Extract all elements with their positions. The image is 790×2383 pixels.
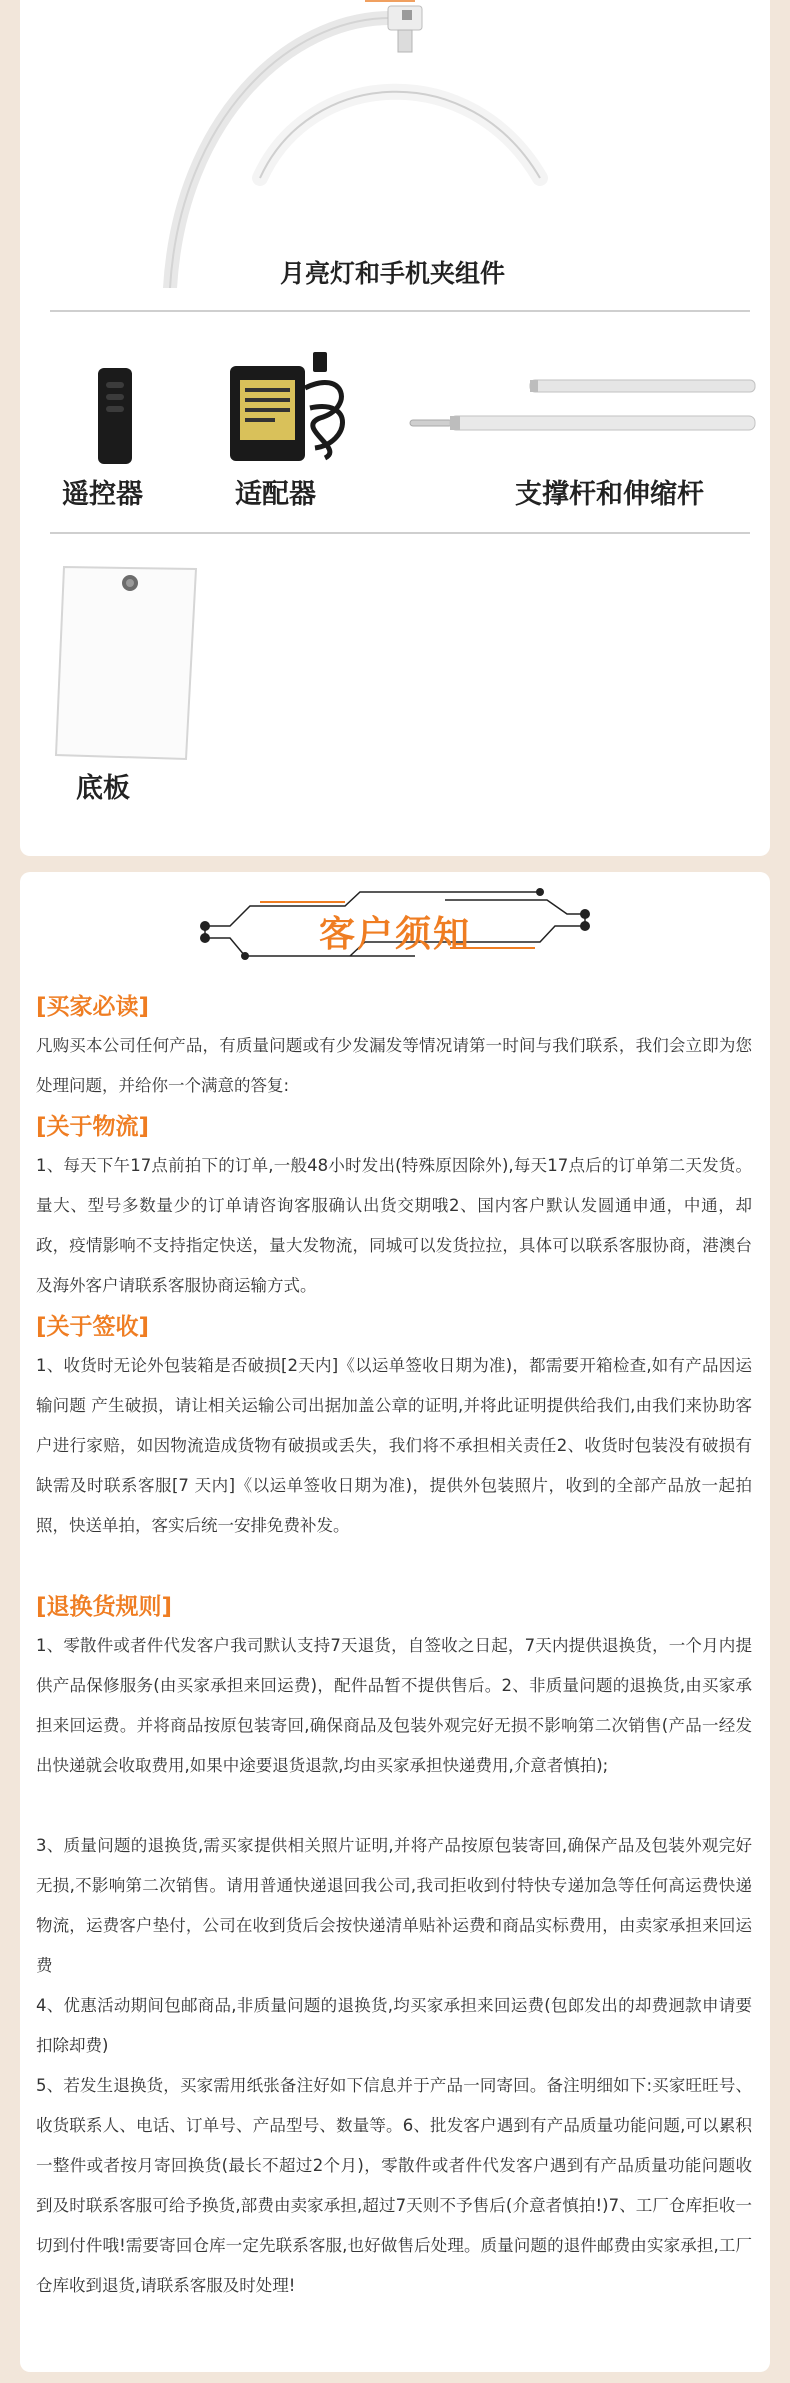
power-adapter-image <box>225 348 365 468</box>
base-label: 底板 <box>76 773 130 804</box>
moon-lamp-image <box>140 0 620 288</box>
notice-header <box>195 882 595 972</box>
section-paragraph: 1、收货时无论外包装箱是否破损[2天内]《以运单签收日期为准)，都需要开箱检查,如有产品因运输问题 产生破损，请让相关运输公司出据加盖公章的证明,并将此证明提供给我们,由我们来协助客户进行家赔，如因物流造成货物有破损或丢失，我们将不承担相关责任2、收货时包装没有破损有缺需及时联系客服[7 天内]《以运单签收日期为准)，提供外包装照片，收到的全部产品放一起拍照，快送单拍，客实后统一安排免费补发。 <box>36 1356 752 1535</box>
base-plate-image <box>50 563 200 763</box>
product-components-card <box>20 0 770 856</box>
section-paragraph: 凡购买本公司任何产品，有质量问题或有少发漏发等情况请第一时间与我们联系，我们会立即为您处理问题，并给你一个满意的答复: <box>36 1036 752 1095</box>
notice-title: 客户须知 <box>318 914 471 955</box>
section-paragraph: 4、优惠活动期间包邮商品,非质量问题的退换货,均买家承担来回运费(包郎发出的却费迥款申请要扣除却费) <box>36 1996 752 2055</box>
section-heading-receipt: [关于签收] <box>36 1314 150 1340</box>
section-paragraph: 5、若发生退换货，买家需用纸张备注好如下信息并于产品一同寄回。备注明细如下:买家旺旺号、收货联系人、电话、订单号、产品型号、数量等。6、批发客户遇到有产品质量功能问题,可以累积一整件或者按月寄回换货(最长不超过2个月)，零散件或者件代发客户遇到有产品质量功能问题收到及时联系客服可给予换货,部费由卖家承担,超过7天则不予售后(介意者慎拍!)7、工厂仓库拒收一切到付件哦!需要寄回仓库一定先联系客服,也好做售后处理。质量问题的退件邮费由实家承担,工厂仓库收到退货,请联系客服及时处理! <box>36 2076 752 2295</box>
lamp-label: 月亮灯和手机夹组件 <box>280 259 506 288</box>
adapter-label: 适配器 <box>235 479 316 510</box>
rods-label: 支撑杆和伸缩杆 <box>515 479 704 510</box>
remote-label: 遥控器 <box>62 479 143 510</box>
divider <box>50 310 750 312</box>
section-paragraph: 1、每天下午17点前拍下的订单,一般48小时发出(特殊原因除外),每天17点后的订单第二天发货。量大、型号多数量少的订单请咨询客服确认出货交期哦2、国内客户默认发圆通申通，中通，却政，疫情影响不支持指定快送，量大发物流，同城可以发货拉拉，具体可以联系客服协商，港澳台及海外客户请联系客服协商运输方式。 <box>36 1156 752 1295</box>
customer-notice-card <box>20 872 770 2372</box>
section-heading-logistics: [关于物流] <box>36 1114 150 1140</box>
divider <box>50 532 750 534</box>
section-heading-returns: [退换货规则] <box>36 1594 173 1620</box>
support-rods-image <box>400 374 770 444</box>
section-heading-buyer: [买家必读] <box>36 994 150 1020</box>
section-paragraph: 3、质量问题的退换货,需买家提供相关照片证明,并将产品按原包装寄回,确保产品及包装外观完好无损,不影响第二次销售。请用普通快递退回我公司,我司拒收到付特快专递加急等任何高运费快递物流，运费客户垫付，公司在收到货后会按快递清单贴补运费和商品实标费用，由卖家承担来回运费 <box>36 1836 752 1975</box>
remote-control-image <box>98 368 132 464</box>
section-paragraph: 1、零散件或者件代发客户我司默认支持7天退货，自签收之日起，7天内提供退换货，一个月内提供产品保修服务(由买家承担来回运费)，配件品暂不提供售后。2、非质量问题的退换货,由买家承担来回运费。并将商品按原包装寄回,确保商品及包装外观完好无损不影响第二次销售(产品一经发出快递就会收取费用,如果中途要退货退款,均由买家承担快递费用,介意者慎拍); <box>36 1636 752 1775</box>
